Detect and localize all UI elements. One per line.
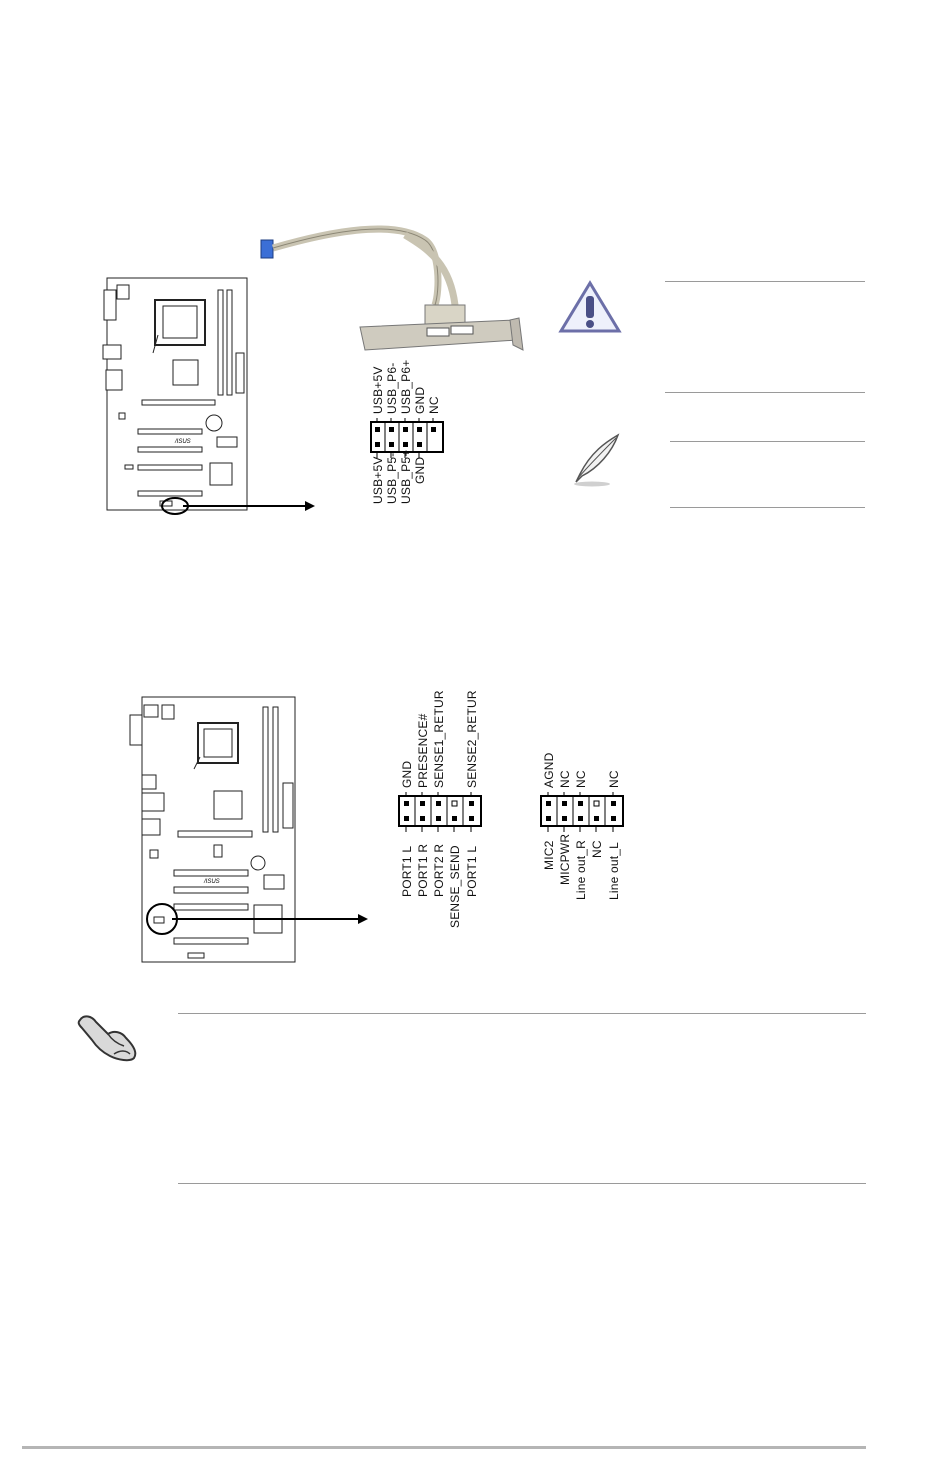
ac97-bottom-pin-5: Line out_L xyxy=(607,841,621,900)
usb-top-pin-5: NC xyxy=(427,396,441,414)
page-footer-rule xyxy=(22,1446,866,1449)
note-rule-bottom xyxy=(670,507,865,508)
feather-pen-icon xyxy=(566,432,626,488)
board-logo: /ISUS xyxy=(175,439,191,445)
ac97-audio-header-pins xyxy=(540,792,630,834)
ac97-bottom-pin-3: Line out_R xyxy=(574,839,588,900)
usb-top-pin-4: GND xyxy=(413,386,427,414)
hd-audio-bottom-pin-3: PORT2 R xyxy=(432,843,446,897)
usb-top-pin-3: USB_P6+ xyxy=(399,359,413,414)
ac97-top-pin-2: NC xyxy=(558,770,572,788)
ac97-top-pin-3: NC xyxy=(574,770,588,788)
ac97-bottom-pin-4: NC xyxy=(590,840,604,858)
caution-rule-top xyxy=(665,281,865,282)
ac97-top-pin-4: NC xyxy=(607,770,621,788)
board-logo-2: /ISUS xyxy=(204,879,220,885)
usb-top-pin-2: USB_P6- xyxy=(385,362,399,414)
pointing-hand-icon xyxy=(74,1010,144,1062)
hd-audio-top-pin-2: PRESENCE# xyxy=(416,713,430,788)
important-rule-bottom xyxy=(178,1183,866,1184)
important-rule-top xyxy=(178,1013,866,1014)
usb-bracket-cable-image xyxy=(255,220,525,360)
hd-audio-bottom-pin-2: PORT1 R xyxy=(416,843,430,897)
ac97-bottom-pin-1: MIC2 xyxy=(542,840,556,870)
hd-audio-top-pin-3: SENSE1_RETUR xyxy=(432,690,446,788)
caution-rule-bottom xyxy=(665,392,865,393)
note-rule-top xyxy=(670,441,865,442)
usb-bottom-pin-4: GND xyxy=(413,456,427,484)
ac97-bottom-pin-2: MICPWR xyxy=(558,833,572,885)
hd-audio-top-pin-1: GND xyxy=(400,760,414,788)
usb-bottom-pin-2: USB_P5- xyxy=(385,452,399,504)
hd-audio-bottom-pin-1: PORT1 L xyxy=(400,845,414,897)
hd-audio-header-pins xyxy=(398,792,488,834)
ac97-top-pin-1: AGND xyxy=(542,752,556,788)
usb-bottom-pin-1: USB+5V xyxy=(371,456,385,504)
hd-audio-bottom-pin-5: PORT1 L xyxy=(465,845,479,897)
hd-audio-bottom-pin-4: SENSE_SEND xyxy=(448,845,462,928)
usb-top-pin-1: USB+5V xyxy=(371,366,385,414)
warning-triangle-icon xyxy=(558,280,622,334)
hd-audio-top-pin-4: SENSE2_RETUR xyxy=(465,690,479,788)
usb-bottom-pin-3: USB_P5+ xyxy=(399,449,413,504)
motherboard-diagram-audio xyxy=(128,695,368,965)
